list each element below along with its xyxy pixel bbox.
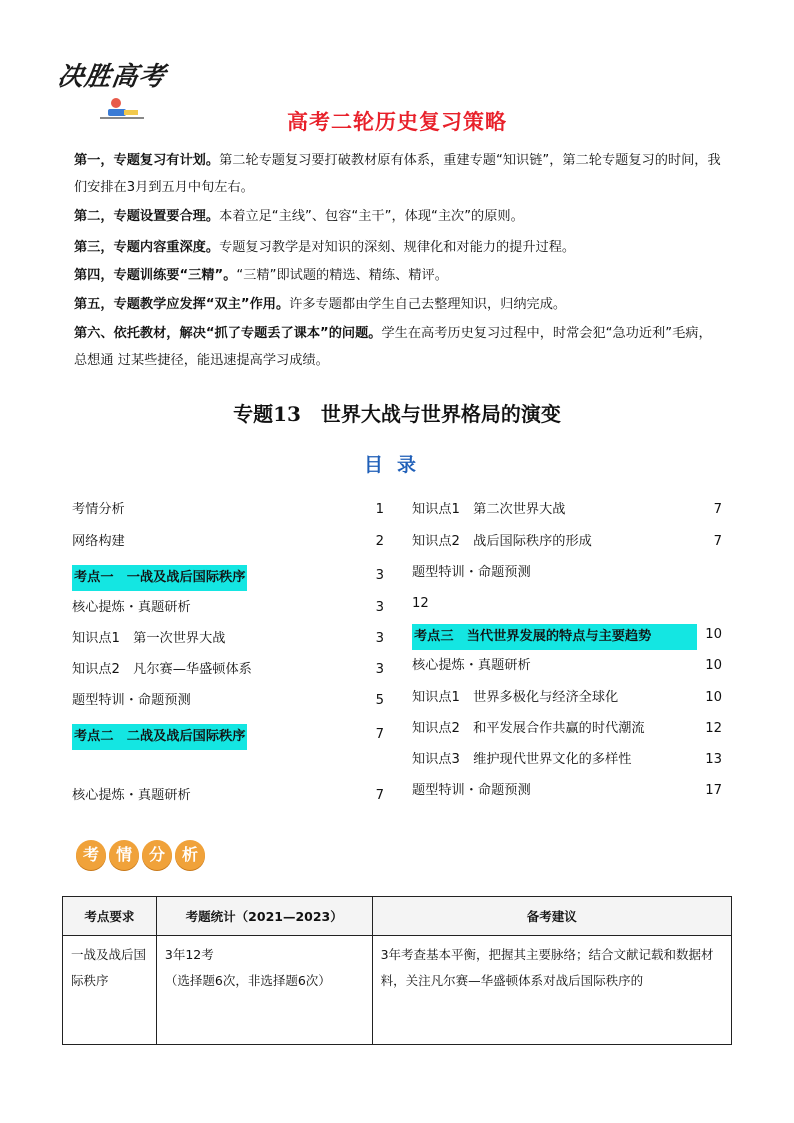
badge-char: 析	[175, 840, 205, 870]
toc-entry-label: 考点三 当代世界发展的特点与主要趋势	[412, 624, 697, 650]
toc-entry-label: 知识点1 第一次世界大战	[72, 631, 226, 646]
toc-page-number: 1	[375, 502, 384, 517]
toc-page-number: 7	[375, 727, 384, 742]
toc-page-number: 7	[713, 534, 722, 549]
header-advice: 备考建议	[372, 897, 731, 936]
toc-entry-continuation	[412, 593, 722, 615]
document-title: 高考二轮历史复习策略	[287, 110, 507, 134]
toc-entry[interactable]	[72, 499, 384, 521]
toc-entry-label: 知识点1 世界多极化与经济全球化	[412, 690, 619, 705]
toc-entry-label: 考点一 一战及战后国际秩序	[72, 565, 247, 591]
toc-page-number: 3	[375, 662, 384, 677]
toc-page-number: 12	[705, 721, 722, 736]
toc-entry[interactable]	[412, 749, 722, 771]
logo-text: 决胜高考	[55, 62, 168, 92]
cell-requirement: 一战及战后国际秩序	[63, 936, 157, 1045]
toc-entry-label: 核心提炼・真题研析	[72, 600, 191, 615]
toc-entry[interactable]	[72, 628, 384, 650]
toc-entry-label: 知识点2 凡尔赛—华盛顿体系	[72, 662, 252, 677]
toc-entry[interactable]	[412, 531, 722, 553]
toc-entry-label: 知识点2 战后国际秩序的形成	[412, 534, 592, 549]
toc-entry-label: 题型特训・命题预测	[72, 693, 191, 708]
strategy-paragraph-6	[74, 320, 722, 375]
cell-advice: 3年考查基本平衡，把握其主要脉络；结合文献记载和数据材料，关注凡尔赛—华盛顿体系对战后国际秩序的	[372, 936, 731, 1045]
paragraph-heading: 第六、依托教材，解决“抓了专题丢了课本”的问题。	[74, 326, 382, 341]
toc-page-number: 10	[705, 627, 722, 642]
toc-entry-label: 考情分析	[72, 502, 125, 517]
toc-entry[interactable]	[412, 562, 722, 584]
exam-analysis-table	[62, 896, 732, 1045]
table-header-row	[63, 897, 732, 936]
toc-entry-label: 知识点1 第二次世界大战	[412, 502, 566, 517]
toc-entry[interactable]	[72, 690, 384, 712]
toc-entry[interactable]	[412, 718, 722, 740]
toc-heading: 目录	[363, 454, 430, 476]
toc-entry-label: 题型特训・命题预测	[412, 783, 531, 798]
paragraph-body: “三精”即试题的精选、精练、精评。	[236, 268, 448, 283]
toc-entry[interactable]	[412, 780, 722, 802]
toc-entry[interactable]	[72, 785, 384, 807]
toc-entry[interactable]	[412, 655, 722, 677]
toc-page-number: 7	[713, 502, 722, 517]
strategy-paragraph-4	[74, 262, 722, 289]
paragraph-body: 第二轮专题复习要打破教材原有体系，重建专题“知识链”，第二轮专题复习的时间，我们安排在3月到五月中旬左右。	[74, 153, 721, 196]
topic-title: 专题13 世界大战与世界格局的演变	[233, 402, 561, 426]
header-statistics: 考题统计（2021—2023）	[156, 897, 372, 936]
strategy-paragraph-1	[74, 147, 722, 202]
paragraph-heading: 第五，专题教学应发挥“双主”作用。	[74, 297, 290, 312]
badge-char: 分	[142, 840, 172, 870]
toc-entry-highlighted[interactable]	[72, 724, 384, 746]
toc-entry-highlighted[interactable]	[412, 624, 722, 646]
toc-page-number: 5	[375, 693, 384, 708]
toc-page-number: 13	[705, 752, 722, 767]
toc-page-number: 7	[375, 788, 384, 803]
toc-page-number: 2	[375, 534, 384, 549]
toc-entry[interactable]	[72, 531, 384, 553]
cell-statistics: 3年12考 （选择题6次，非选择题6次）	[156, 936, 372, 1045]
toc-entry-label: 知识点3 维护现代世界文化的多样性	[412, 752, 632, 767]
toc-page-number: 3	[375, 568, 384, 583]
toc-entry-label: 知识点2 和平发展合作共赢的时代潮流	[412, 721, 645, 736]
paragraph-heading: 第一，专题复习有计划。	[74, 153, 220, 168]
toc-entry[interactable]	[412, 687, 722, 709]
toc-page-number: 12	[412, 596, 429, 611]
badge-char: 情	[109, 840, 139, 870]
paragraph-body: 学生在高考历史复习过程中，时常会犯“急功近利”毛病，总想通 过某些捷径，能迅速提高学习成绩。	[74, 326, 712, 369]
toc-page-number: 10	[705, 690, 722, 705]
paragraph-body: 许多专题都由学生自己去整理知识，归纳完成。	[289, 297, 567, 312]
toc-entry[interactable]	[72, 659, 384, 681]
toc-page-number: 17	[705, 783, 722, 798]
strategy-paragraph-2	[74, 203, 722, 230]
section-badge-exam-analysis	[76, 840, 208, 872]
toc-entry-label: 网络构建	[72, 534, 125, 549]
toc-page-number: 10	[705, 658, 722, 673]
paragraph-heading: 第三，专题内容重深度。	[74, 240, 220, 255]
strategy-paragraph-3	[74, 234, 722, 261]
toc-entry-label: 核心提炼・真题研析	[412, 658, 531, 673]
toc-entry-label: 核心提炼・真题研析	[72, 788, 191, 803]
toc-page-number: 3	[375, 600, 384, 615]
paragraph-heading: 第四，专题训练要“三精”。	[74, 268, 237, 283]
toc-entry[interactable]	[412, 499, 722, 521]
toc-entry-highlighted[interactable]	[72, 565, 384, 587]
paragraph-body: 专题复习教学是对知识的深刻、规律化和对能力的提升过程。	[219, 240, 576, 255]
header-requirement: 考点要求	[63, 897, 157, 936]
badge-char: 考	[76, 840, 106, 870]
toc-entry[interactable]	[72, 597, 384, 619]
paragraph-body: 本着立足“主线”、包容“主干”，体现“主次”的原则。	[219, 209, 524, 224]
table-row	[63, 936, 732, 1045]
toc-page-number: 3	[375, 631, 384, 646]
strategy-paragraph-5	[74, 291, 722, 318]
paragraph-heading: 第二，专题设置要合理。	[74, 209, 220, 224]
toc-entry-label: 考点二 二战及战后国际秩序	[72, 724, 247, 750]
toc-entry-label: 题型特训・命题预测	[412, 565, 531, 580]
